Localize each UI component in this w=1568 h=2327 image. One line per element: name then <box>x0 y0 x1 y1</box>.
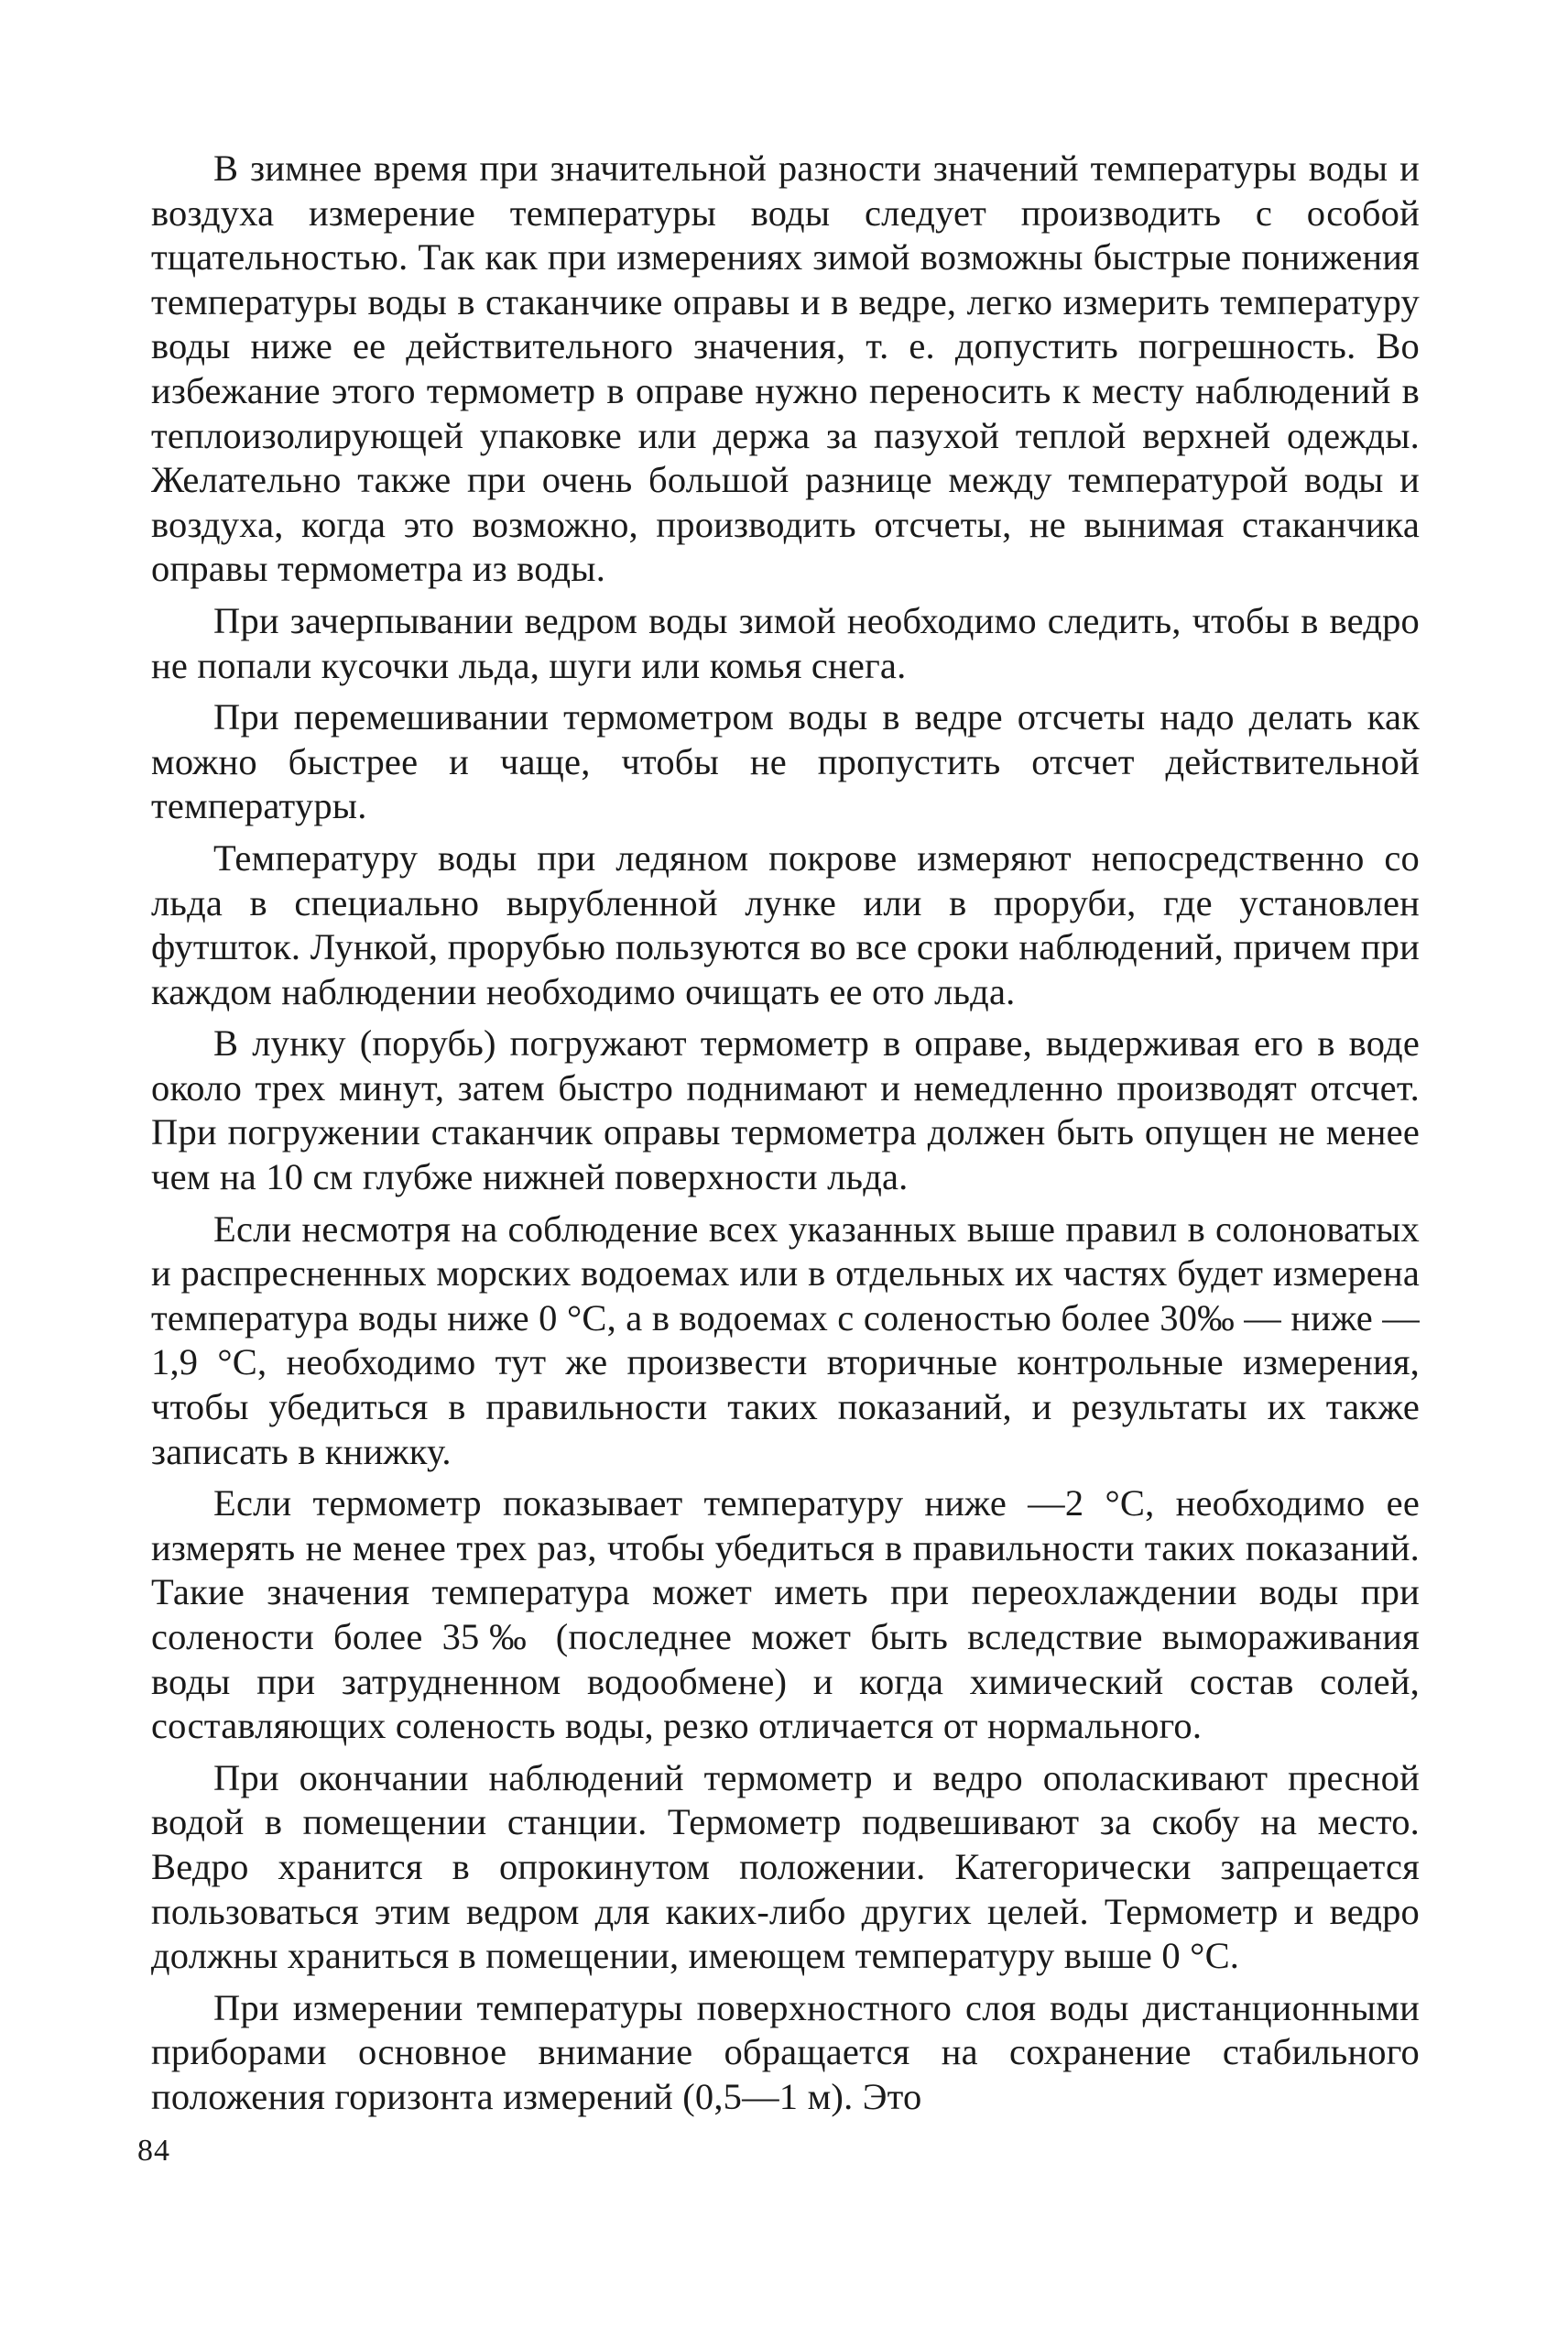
page-number: 84 <box>137 2134 170 2168</box>
paragraph-below-minus-two: Если термометр показывает температуру ниже —2 °С, необходимо ее измерять не менее трех раз, чтобы убедиться в правильности таких показаний. Такие значения температура может иметь при переохлаждении воды при солености более 35‰ (последнее может быть вследствие вымораживания воды при затрудненном водообмене) и когда химический состав солей, составляющих соленость воды, резко отличается от нормального. <box>151 1482 1420 1747</box>
paragraph-end-of-observations: При окончании наблюдений термометр и ведро ополаскивают пресной водой в помещении станции. Термометр подвешивают за скобу на место. Ведро хранится в опрокинутом положении. Категорически запрещается пользоваться этим ведром для каких-либо других целей. Термометр и ведро должны храниться в помещении, имеющем температуру выше 0 °С. <box>151 1756 1420 1977</box>
body-text <box>151 147 1420 2127</box>
paragraph-control-measurements: Если несмотря на соблюдение всех указанных выше правил в солоноватых и распресненных морских водоемах или в отдельных их частях будет измерена температура воды ниже 0 °С, а в водоемах с соленостью более 30‰ — ниже —1,9 °С, необходимо тут же произвести вторичные контрольные измерения, чтобы убедиться в правильности таких показаний, и результаты их также записать в книжку. <box>151 1207 1420 1472</box>
paragraph-ice-cover: Температуру воды при ледяном покрове измеряют непосредственно со льда в специально вырубленной лунке или в проруби, где установлен футшток. Лункой, прорубью пользуются во все сроки наблюдений, причем при каждом наблюдении необходимо очищать ее ото льда. <box>151 836 1420 1012</box>
paragraph-hole-immersion: В лунку (порубь) погружают термометр в оправе, выдерживая его в воде около трех минут, затем быстро поднимают и немедленно производят отсчет. При погружении стаканчик оправы термометра должен быть опущен не менее чем на 10 см глубже нижней поверхности льда. <box>151 1022 1420 1198</box>
paragraph-remote-instruments: При измерении температуры поверхностного слоя воды дистанционными приборами основное внимание обращается на сохранение стабильного положения горизонта измерений (0,5—1 м). Это <box>151 1986 1420 2117</box>
paragraph-stirring-readings: При перемешивании термометром воды в ведре отсчеты надо делать как можно быстрее и чаще, чтобы не пропустить отсчет действительной температуры. <box>151 696 1420 827</box>
paragraph-bucket-scooping: При зачерпывании ведром воды зимой необходимо следить, чтобы в ведро не попали кусочки льда, шуги или комья снега. <box>151 599 1420 686</box>
paragraph-winter-measurement: В зимнее время при значительной разности значений температуры воды и воздуха измерение температуры воды следует производить с особой тщательностью. Так как при измерениях зимой возможны быстрые понижения температуры воды в стаканчике оправы и в ведре, легко измерить температуру воды ниже ее действительного значения, т. е. допустить погрешность. Во избежание этого термометр в оправе нужно переносить к месту наблюдений в теплоизолирующей упаковке или держа за пазухой теплой верхней одежды. Желательно также при очень большой разнице между температурой воды и воздуха, когда это возможно, производить отсчеты, не вынимая стаканчика оправы термометра из воды. <box>151 147 1420 590</box>
